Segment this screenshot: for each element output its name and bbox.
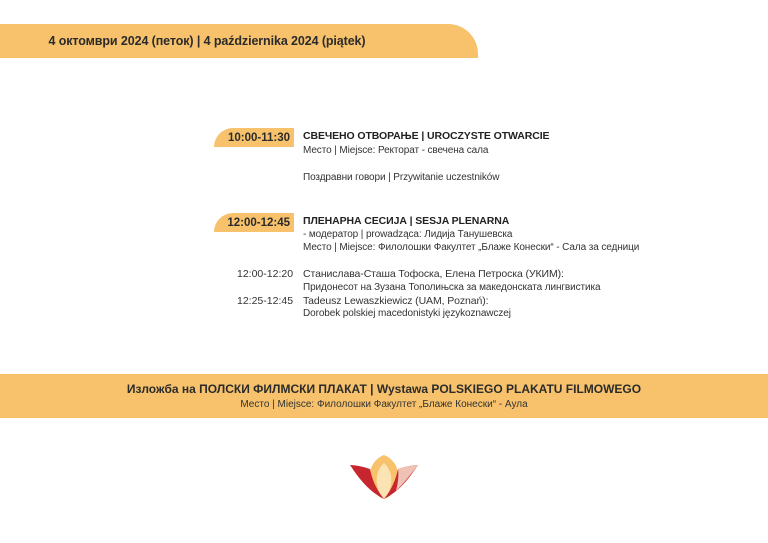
session-time-plenary: 12:00-12:45 bbox=[214, 213, 294, 232]
talk-topic-2: Dorobek polskiej macedonistyki językoznawczej bbox=[303, 308, 511, 319]
session-time-opening: 10:00-11:30 bbox=[214, 128, 294, 147]
session-place-opening: Место | Miejsce: Ректорат - свечена сала bbox=[303, 145, 489, 156]
talk-time-1: 12:00-12:20 bbox=[237, 268, 294, 280]
session-moderator-plenary: - модератор | prowadząca: Лидија Танушевска bbox=[303, 229, 513, 240]
lotus-logo-icon bbox=[346, 451, 422, 503]
exhibition-title: Изложба на ПОЛСКИ ФИЛМСКИ ПЛАКАТ | Wystawa POLSKIEGO PLAKATU FILMOWEGO bbox=[126, 382, 642, 396]
talk-time-2: 12:25-12:45 bbox=[237, 295, 294, 307]
talk-topic-1: Придонесот на Зузана Тополињска за македонската лингвистика bbox=[303, 282, 601, 293]
talk-speaker-1: Станислава-Сташа Тофоска, Елена Петроска (УКИМ): bbox=[303, 268, 564, 280]
exhibition-place: Место | Miejsce: Филолошки Факултет „Блаже Конески“ - Аула bbox=[240, 399, 528, 410]
session-note-opening: Поздравни говори | Przywitanie uczestników bbox=[303, 172, 500, 183]
session-title-opening: СВЕЧЕНО ОТВОРАЊЕ | UROCZYSTE OTWARCIE bbox=[303, 130, 550, 142]
talk-speaker-2: Tadeusz Lewaszkiewicz (UAM, Poznań): bbox=[303, 295, 489, 307]
session-place-plenary: Место | Miejsce: Филолошки Факултет „Блаже Конески“ - Сала за седници bbox=[303, 242, 640, 253]
date-heading: 4 октомври 2024 (петок) | 4 października 2024 (piątek) bbox=[48, 34, 366, 48]
exhibition-band bbox=[0, 374, 768, 418]
date-banner bbox=[0, 24, 478, 58]
session-title-plenary: ПЛЕНАРНА СЕСИЈА | SESJA PLENARNA bbox=[303, 215, 510, 227]
